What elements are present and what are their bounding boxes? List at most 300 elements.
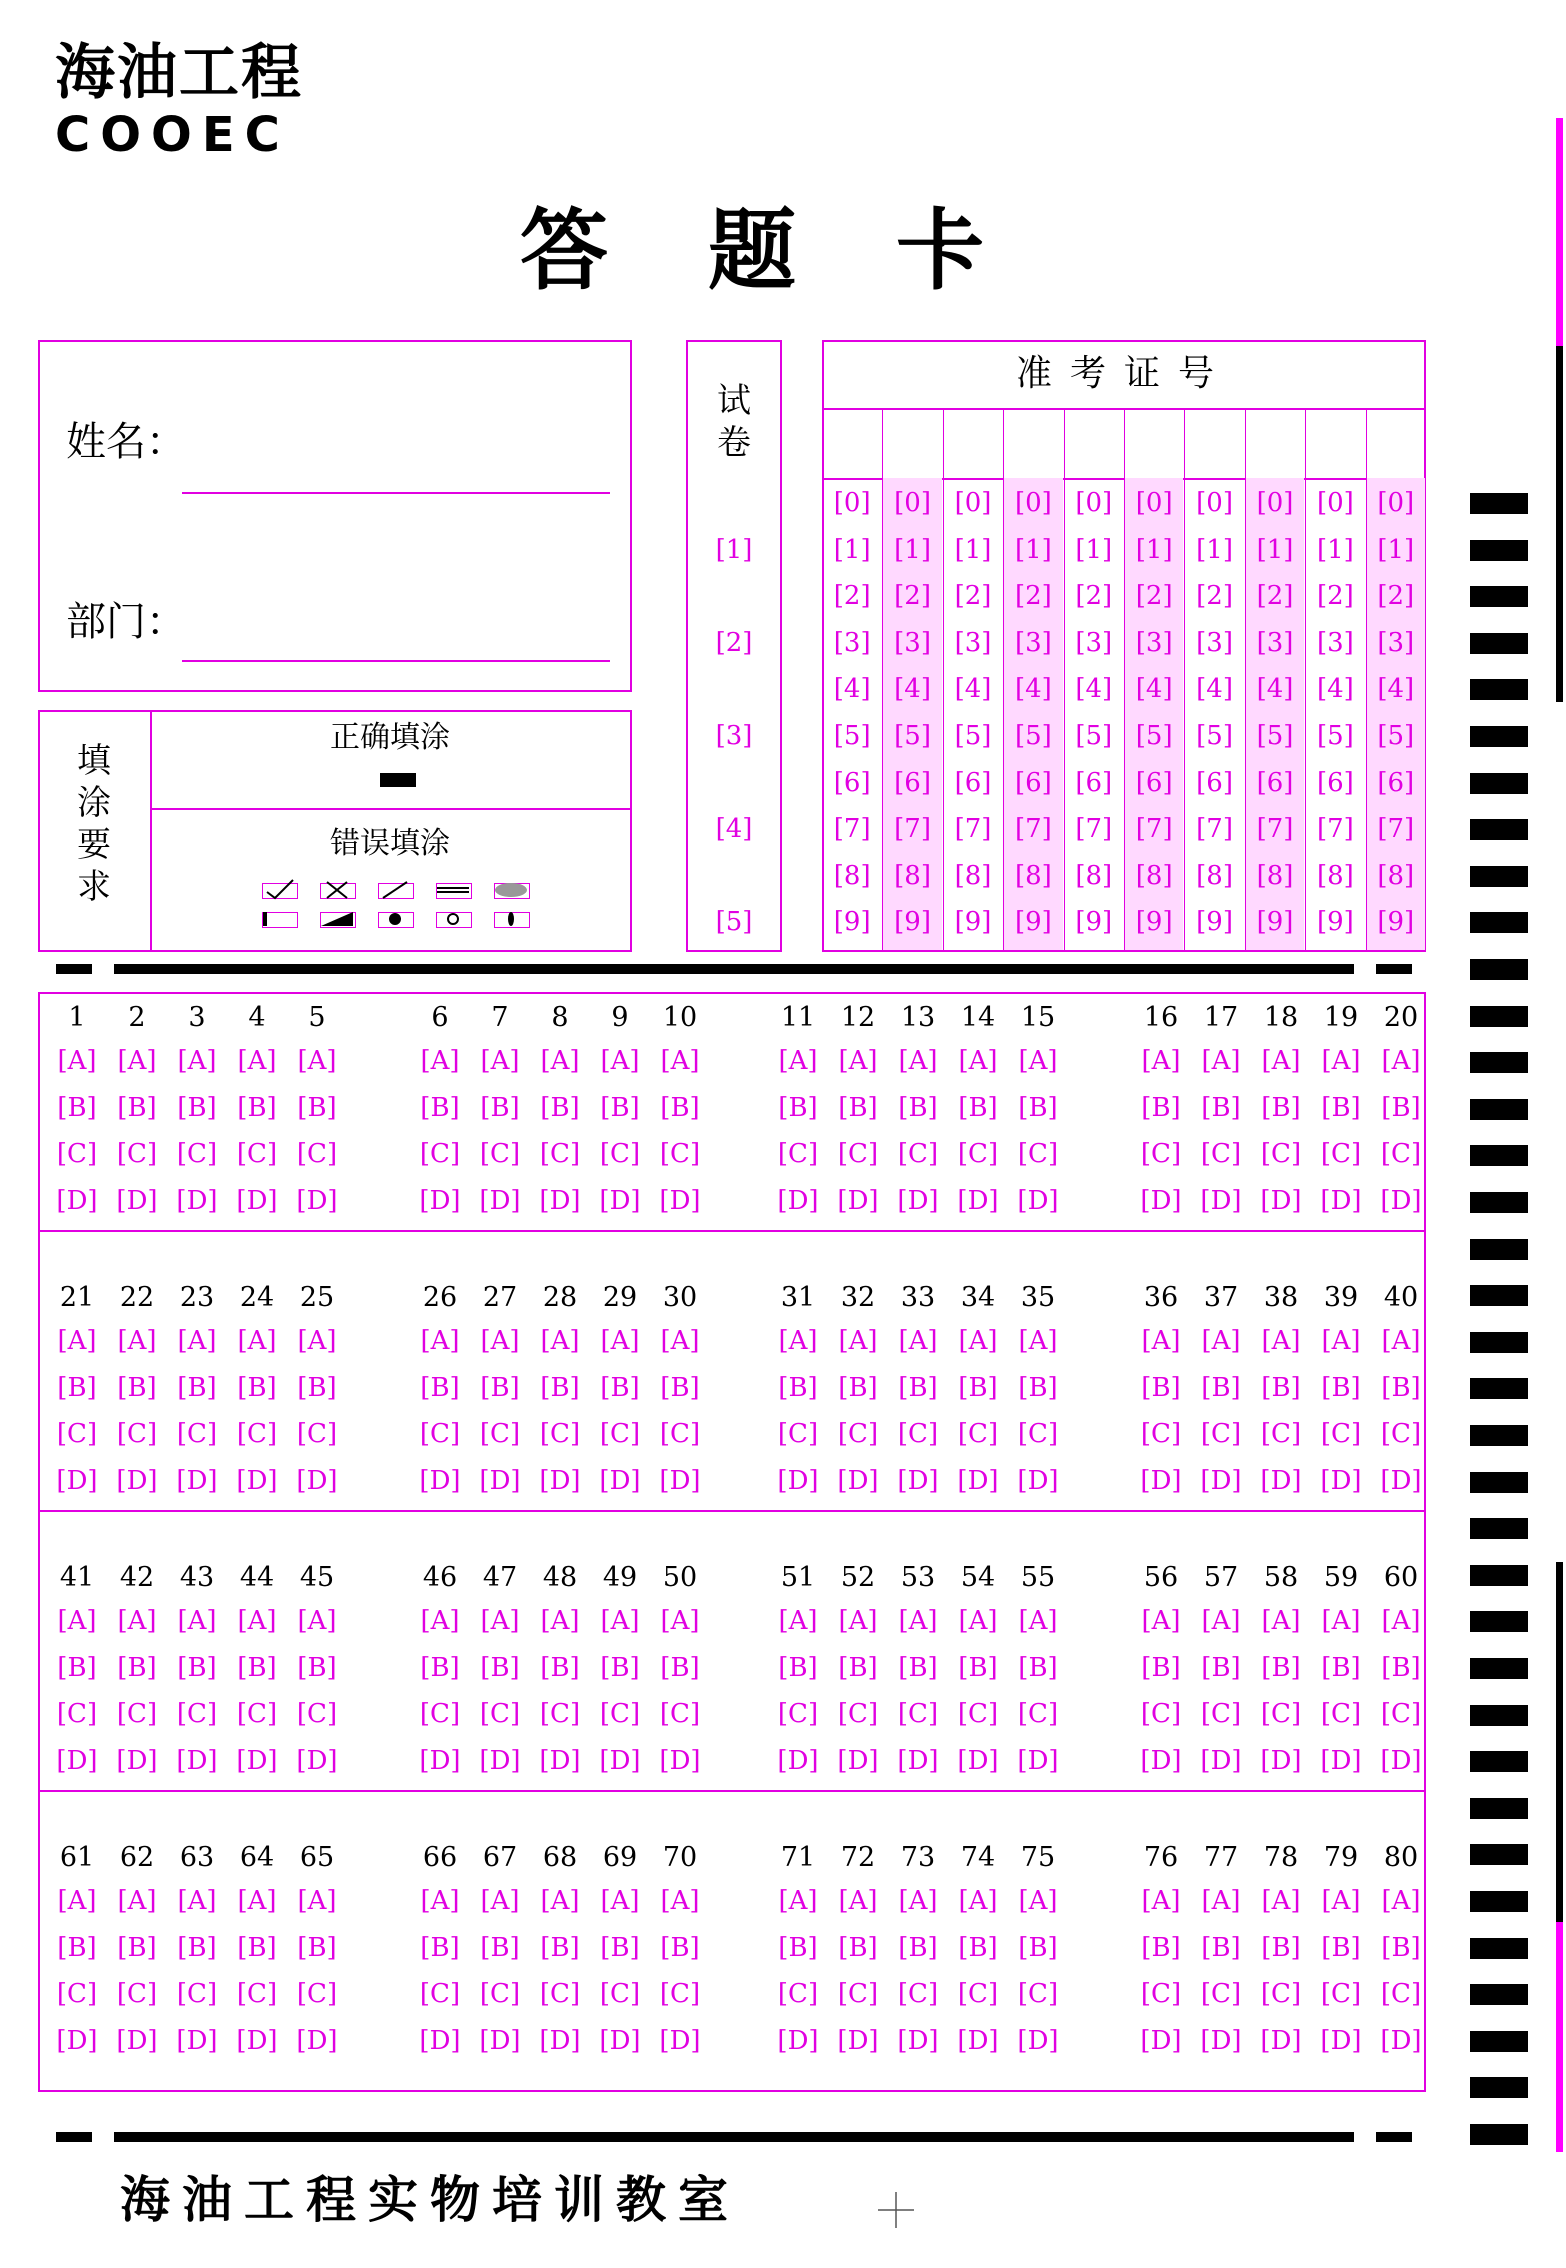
answer-bubble[interactable]: [C] <box>56 1979 98 2010</box>
exam-digit-bubble[interactable]: [7] <box>1075 814 1113 845</box>
answer-bubble[interactable]: [D] <box>56 1745 98 1776</box>
answer-bubble[interactable]: [D] <box>176 1185 218 1216</box>
answer-bubble[interactable]: [D] <box>296 1745 338 1776</box>
exam-digit-bubble[interactable]: [4] <box>894 674 931 705</box>
exam-digit-bubble[interactable]: [2] <box>833 581 871 612</box>
answer-bubble[interactable]: [A] <box>898 1886 938 1916</box>
answer-bubble[interactable]: [C] <box>176 1139 218 1170</box>
paper-option-bubble[interactable]: [2] <box>715 628 753 658</box>
answer-bubble[interactable]: [D] <box>479 1185 521 1216</box>
exam-digit-bubble[interactable]: [4] <box>1316 674 1354 705</box>
answer-bubble[interactable]: [A] <box>1381 1046 1421 1076</box>
answer-bubble[interactable]: [C] <box>1200 1419 1242 1450</box>
exam-digit-bubble[interactable]: [7] <box>1014 814 1052 845</box>
answer-bubble[interactable]: [B] <box>57 1932 97 1963</box>
exam-digit-bubble[interactable]: [4] <box>1256 674 1294 705</box>
answer-bubble[interactable]: [D] <box>659 2025 701 2056</box>
answer-bubble[interactable]: [A] <box>1141 1606 1181 1636</box>
answer-bubble[interactable]: [D] <box>176 1745 218 1776</box>
exam-digit-bubble[interactable]: [8] <box>1256 860 1294 891</box>
answer-bubble[interactable]: [A] <box>237 1606 277 1636</box>
answer-bubble[interactable]: [C] <box>236 1419 278 1450</box>
answer-bubble[interactable]: [B] <box>1018 1652 1058 1683</box>
answer-bubble[interactable]: [D] <box>1260 2025 1302 2056</box>
answer-bubble[interactable]: [D] <box>236 1745 278 1776</box>
answer-bubble[interactable]: [A] <box>1201 1326 1241 1356</box>
answer-bubble[interactable]: [D] <box>56 2025 98 2056</box>
exam-digit-bubble[interactable]: [7] <box>1316 814 1354 845</box>
exam-digit-bubble[interactable]: [5] <box>1014 721 1052 751</box>
answer-bubble[interactable]: [B] <box>600 1932 640 1963</box>
exam-digit-bubble[interactable]: [8] <box>954 860 992 891</box>
answer-bubble[interactable]: [A] <box>57 1606 97 1636</box>
answer-bubble[interactable]: [C] <box>1017 1419 1059 1450</box>
exam-digit-bubble[interactable]: [7] <box>1135 814 1173 845</box>
answer-bubble[interactable]: [B] <box>1321 1372 1361 1403</box>
exam-digit-bubble[interactable]: [8] <box>1377 860 1415 891</box>
exam-digit-bubble[interactable]: [2] <box>894 581 931 612</box>
answer-bubble[interactable]: [C] <box>957 1979 999 2010</box>
answer-bubble[interactable]: [D] <box>1200 1465 1242 1496</box>
answer-bubble[interactable]: [A] <box>237 1326 277 1356</box>
answer-bubble[interactable]: [B] <box>1381 1652 1421 1683</box>
exam-digit-bubble[interactable]: [2] <box>954 581 992 612</box>
answer-bubble[interactable]: [B] <box>297 1932 337 1963</box>
answer-bubble[interactable]: [B] <box>1141 1652 1181 1683</box>
answer-bubble[interactable]: [A] <box>838 1606 878 1636</box>
answer-bubble[interactable]: [D] <box>419 1745 461 1776</box>
answer-bubble[interactable]: [B] <box>898 1652 938 1683</box>
answer-bubble[interactable]: [A] <box>177 1046 217 1076</box>
exam-digit-bubble[interactable]: [6] <box>954 767 992 798</box>
answer-bubble[interactable]: [A] <box>1018 1886 1058 1916</box>
answer-bubble[interactable]: [D] <box>1320 1465 1362 1496</box>
answer-bubble[interactable]: [A] <box>1261 1886 1301 1916</box>
answer-bubble[interactable]: [D] <box>897 1465 939 1496</box>
answer-bubble[interactable]: [D] <box>1260 1465 1302 1496</box>
answer-bubble[interactable]: [A] <box>1381 1326 1421 1356</box>
exam-digit-bubble[interactable]: [7] <box>1377 814 1415 845</box>
answer-bubble[interactable]: [D] <box>957 2025 999 2056</box>
exam-digit-bubble[interactable]: [4] <box>1377 674 1415 705</box>
answer-bubble[interactable]: [D] <box>659 1745 701 1776</box>
answer-bubble[interactable]: [D] <box>777 2025 819 2056</box>
answer-bubble[interactable]: [C] <box>1380 1979 1422 2010</box>
answer-bubble[interactable]: [D] <box>777 1745 819 1776</box>
exam-digit-bubble[interactable]: [8] <box>833 860 871 891</box>
answer-bubble[interactable]: [A] <box>1141 1886 1181 1916</box>
answer-bubble[interactable]: [A] <box>1018 1046 1058 1076</box>
answer-bubble[interactable]: [D] <box>1320 1185 1362 1216</box>
answer-bubble[interactable]: [A] <box>420 1606 460 1636</box>
exam-digit-bubble[interactable]: [1] <box>1196 534 1233 565</box>
answer-bubble[interactable]: [C] <box>1200 1699 1242 1730</box>
answer-bubble[interactable]: [D] <box>599 1185 641 1216</box>
answer-bubble[interactable]: [B] <box>778 1092 818 1123</box>
answer-bubble[interactable]: [D] <box>777 1465 819 1496</box>
answer-bubble[interactable]: [C] <box>1320 1979 1362 2010</box>
answer-bubble[interactable]: [C] <box>176 1419 218 1450</box>
exam-digit-bubble[interactable]: [5] <box>1316 721 1354 751</box>
answer-bubble[interactable]: [C] <box>837 1699 879 1730</box>
answer-bubble[interactable]: [A] <box>1201 1606 1241 1636</box>
answer-bubble[interactable]: [A] <box>958 1046 998 1076</box>
answer-bubble[interactable]: [D] <box>1017 1185 1059 1216</box>
exam-digit-bubble[interactable]: [0] <box>1014 488 1052 518</box>
exam-digit-bubble[interactable]: [9] <box>1196 907 1233 938</box>
answer-bubble[interactable]: [B] <box>1261 1092 1301 1123</box>
exam-digit-bubble[interactable]: [9] <box>1075 907 1113 938</box>
answer-bubble[interactable]: [C] <box>116 1979 158 2010</box>
answer-bubble[interactable]: [C] <box>777 1139 819 1170</box>
answer-bubble[interactable]: [A] <box>778 1046 818 1076</box>
answer-bubble[interactable]: [A] <box>1261 1606 1301 1636</box>
answer-bubble[interactable]: [A] <box>600 1326 640 1356</box>
exam-digit-bubble[interactable]: [0] <box>1196 488 1233 518</box>
exam-digit-bubble[interactable]: [3] <box>1135 627 1173 658</box>
exam-digit-bubble[interactable]: [2] <box>1316 581 1354 612</box>
answer-bubble[interactable]: [B] <box>1201 1092 1241 1123</box>
answer-bubble[interactable]: [B] <box>1381 1932 1421 1963</box>
answer-bubble[interactable]: [A] <box>898 1326 938 1356</box>
answer-bubble[interactable]: [C] <box>479 1699 521 1730</box>
exam-digit-bubble[interactable]: [0] <box>1075 488 1113 518</box>
answer-bubble[interactable]: [B] <box>177 1932 217 1963</box>
exam-digit-bubble[interactable]: [0] <box>1135 488 1173 518</box>
answer-bubble[interactable]: [D] <box>1200 2025 1242 2056</box>
answer-bubble[interactable]: [D] <box>659 1465 701 1496</box>
answer-bubble[interactable]: [B] <box>958 1092 998 1123</box>
answer-bubble[interactable]: [D] <box>837 2025 879 2056</box>
answer-bubble[interactable]: [B] <box>540 1372 580 1403</box>
exam-digit-bubble[interactable]: [5] <box>1196 721 1233 751</box>
answer-bubble[interactable]: [B] <box>480 1652 520 1683</box>
exam-digit-bubble[interactable]: [9] <box>954 907 992 938</box>
answer-bubble[interactable]: [B] <box>420 1652 460 1683</box>
exam-digit-bubble[interactable]: [2] <box>1377 581 1415 612</box>
answer-bubble[interactable]: [B] <box>778 1652 818 1683</box>
exam-digit-bubble[interactable]: [6] <box>1014 767 1052 798</box>
answer-bubble[interactable]: [C] <box>599 1699 641 1730</box>
exam-digit-bubble[interactable]: [6] <box>894 767 931 798</box>
answer-bubble[interactable]: [B] <box>1201 1372 1241 1403</box>
exam-digit-bubble[interactable]: [6] <box>1256 767 1294 798</box>
answer-bubble[interactable]: [D] <box>236 2025 278 2056</box>
answer-bubble[interactable]: [A] <box>540 1606 580 1636</box>
answer-bubble[interactable]: [B] <box>237 1372 277 1403</box>
answer-bubble[interactable]: [A] <box>958 1326 998 1356</box>
exam-digit-bubble[interactable]: [1] <box>1377 534 1415 565</box>
answer-bubble[interactable]: [A] <box>1018 1326 1058 1356</box>
exam-digit-bubble[interactable]: [6] <box>1075 767 1113 798</box>
exam-digit-bubble[interactable]: [9] <box>1377 907 1415 938</box>
exam-digit-bubble[interactable]: [8] <box>1135 860 1173 891</box>
answer-bubble[interactable]: [A] <box>838 1886 878 1916</box>
answer-bubble[interactable]: [B] <box>958 1372 998 1403</box>
exam-digit-bubble[interactable]: [0] <box>1377 488 1415 518</box>
answer-bubble[interactable]: [C] <box>1320 1699 1362 1730</box>
answer-bubble[interactable]: [D] <box>236 1465 278 1496</box>
exam-digit-bubble[interactable]: [2] <box>1075 581 1113 612</box>
exam-digit-bubble[interactable]: [7] <box>894 814 931 845</box>
exam-digit-bubble[interactable]: [2] <box>1135 581 1173 612</box>
answer-bubble[interactable]: [C] <box>296 1139 338 1170</box>
answer-bubble[interactable]: [C] <box>957 1139 999 1170</box>
answer-bubble[interactable]: [D] <box>1200 1745 1242 1776</box>
answer-bubble[interactable]: [A] <box>660 1606 700 1636</box>
answer-bubble[interactable]: [B] <box>660 1372 700 1403</box>
answer-bubble[interactable]: [C] <box>419 1419 461 1450</box>
answer-bubble[interactable]: [D] <box>116 1185 158 1216</box>
answer-bubble[interactable]: [A] <box>660 1886 700 1916</box>
exam-digit-bubble[interactable]: [1] <box>1075 534 1113 565</box>
answer-bubble[interactable]: [D] <box>599 2025 641 2056</box>
answer-bubble[interactable]: [D] <box>837 1465 879 1496</box>
answer-bubble[interactable]: [B] <box>660 1652 700 1683</box>
paper-option-bubble[interactable]: [1] <box>715 535 753 565</box>
answer-bubble[interactable]: [D] <box>897 1745 939 1776</box>
answer-bubble[interactable]: [A] <box>1381 1886 1421 1916</box>
answer-bubble[interactable]: [C] <box>539 1139 581 1170</box>
exam-digit-bubble[interactable]: [7] <box>1256 814 1294 845</box>
exam-digit-bubble[interactable]: [5] <box>1256 721 1294 751</box>
exam-digit-bubble[interactable]: [0] <box>833 488 871 518</box>
answer-bubble[interactable]: [B] <box>117 1932 157 1963</box>
exam-digit-bubble[interactable]: [1] <box>833 534 871 565</box>
answer-bubble[interactable]: [C] <box>659 1139 701 1170</box>
answer-bubble[interactable]: [B] <box>480 1932 520 1963</box>
answer-bubble[interactable]: [D] <box>897 1185 939 1216</box>
answer-bubble[interactable]: [D] <box>897 2025 939 2056</box>
answer-bubble[interactable]: [C] <box>1140 1139 1182 1170</box>
answer-bubble[interactable]: [D] <box>116 1745 158 1776</box>
answer-bubble[interactable]: [B] <box>898 1372 938 1403</box>
answer-bubble[interactable]: [A] <box>117 1886 157 1916</box>
answer-bubble[interactable]: [B] <box>297 1652 337 1683</box>
answer-bubble[interactable]: [B] <box>117 1372 157 1403</box>
exam-digit-bubble[interactable]: [1] <box>894 534 931 565</box>
paper-option-bubble[interactable]: [5] <box>715 907 753 937</box>
answer-bubble[interactable]: [A] <box>660 1046 700 1076</box>
answer-bubble[interactable]: [C] <box>56 1699 98 1730</box>
answer-bubble[interactable]: [B] <box>838 1652 878 1683</box>
answer-bubble[interactable]: [C] <box>116 1419 158 1450</box>
answer-bubble[interactable]: [C] <box>1260 1979 1302 2010</box>
answer-bubble[interactable]: [A] <box>1141 1046 1181 1076</box>
answer-bubble[interactable]: [D] <box>1380 1745 1422 1776</box>
answer-bubble[interactable]: [A] <box>480 1606 520 1636</box>
exam-digit-bubble[interactable]: [8] <box>1196 860 1233 891</box>
answer-bubble[interactable]: [D] <box>1260 1745 1302 1776</box>
exam-digit-bubble[interactable]: [5] <box>1075 721 1113 751</box>
answer-bubble[interactable]: [B] <box>237 1092 277 1123</box>
answer-bubble[interactable]: [B] <box>1261 1652 1301 1683</box>
answer-bubble[interactable]: [B] <box>117 1652 157 1683</box>
answer-bubble[interactable]: [B] <box>1321 1932 1361 1963</box>
answer-bubble[interactable]: [B] <box>898 1092 938 1123</box>
answer-bubble[interactable]: [D] <box>539 1465 581 1496</box>
answer-bubble[interactable]: [D] <box>1380 2025 1422 2056</box>
answer-bubble[interactable]: [D] <box>837 1185 879 1216</box>
answer-bubble[interactable]: [B] <box>57 1652 97 1683</box>
answer-bubble[interactable]: [C] <box>1320 1139 1362 1170</box>
name-field[interactable] <box>182 492 610 494</box>
answer-bubble[interactable]: [D] <box>1140 1465 1182 1496</box>
answer-bubble[interactable]: [D] <box>56 1185 98 1216</box>
answer-bubble[interactable]: [A] <box>117 1326 157 1356</box>
answer-bubble[interactable]: [C] <box>659 1699 701 1730</box>
exam-digit-bubble[interactable]: [0] <box>894 488 931 518</box>
paper-option-bubble[interactable]: [4] <box>715 814 753 844</box>
answer-bubble[interactable]: [B] <box>1141 1372 1181 1403</box>
exam-digit-bubble[interactable]: [0] <box>1256 488 1294 518</box>
answer-bubble[interactable]: [A] <box>177 1886 217 1916</box>
answer-bubble[interactable]: [B] <box>117 1092 157 1123</box>
answer-bubble[interactable]: [C] <box>56 1419 98 1450</box>
exam-digit-bubble[interactable]: [6] <box>1316 767 1354 798</box>
answer-bubble[interactable]: [A] <box>958 1886 998 1916</box>
exam-digit-bubble[interactable]: [3] <box>833 627 871 658</box>
answer-bubble[interactable]: [D] <box>419 1185 461 1216</box>
exam-digit-bubble[interactable]: [9] <box>894 907 931 938</box>
answer-bubble[interactable]: [A] <box>237 1046 277 1076</box>
answer-bubble[interactable]: [B] <box>297 1092 337 1123</box>
answer-bubble[interactable]: [B] <box>1018 1092 1058 1123</box>
answer-bubble[interactable]: [B] <box>660 1092 700 1123</box>
answer-bubble[interactable]: [C] <box>1200 1979 1242 2010</box>
answer-bubble[interactable]: [B] <box>540 1932 580 1963</box>
answer-bubble[interactable]: [A] <box>117 1606 157 1636</box>
answer-bubble[interactable]: [D] <box>957 1745 999 1776</box>
exam-digit-bubble[interactable]: [2] <box>1014 581 1052 612</box>
exam-digit-bubble[interactable]: [4] <box>1075 674 1113 705</box>
answer-bubble[interactable]: [D] <box>419 1465 461 1496</box>
answer-bubble[interactable]: [B] <box>838 1372 878 1403</box>
answer-bubble[interactable]: [B] <box>600 1092 640 1123</box>
exam-digit-bubble[interactable]: [1] <box>1316 534 1354 565</box>
answer-bubble[interactable]: [D] <box>539 1185 581 1216</box>
answer-bubble[interactable]: [C] <box>777 1699 819 1730</box>
answer-bubble[interactable]: [B] <box>600 1652 640 1683</box>
answer-bubble[interactable]: [A] <box>540 1046 580 1076</box>
answer-bubble[interactable]: [C] <box>599 1139 641 1170</box>
answer-bubble[interactable]: [D] <box>1140 1745 1182 1776</box>
answer-bubble[interactable]: [B] <box>1321 1652 1361 1683</box>
answer-bubble[interactable]: [C] <box>56 1139 98 1170</box>
exam-digit-bubble[interactable]: [2] <box>1256 581 1294 612</box>
exam-digit-bubble[interactable]: [4] <box>954 674 992 705</box>
answer-bubble[interactable]: [C] <box>236 1139 278 1170</box>
answer-bubble[interactable]: [A] <box>177 1326 217 1356</box>
answer-bubble[interactable]: [D] <box>1320 1745 1362 1776</box>
answer-bubble[interactable]: [D] <box>176 1465 218 1496</box>
answer-bubble[interactable]: [A] <box>778 1886 818 1916</box>
answer-bubble[interactable]: [B] <box>540 1652 580 1683</box>
answer-bubble[interactable]: [C] <box>1017 1139 1059 1170</box>
answer-bubble[interactable]: [C] <box>777 1419 819 1450</box>
answer-bubble[interactable]: [D] <box>1380 1465 1422 1496</box>
answer-bubble[interactable]: [C] <box>957 1699 999 1730</box>
answer-bubble[interactable]: [B] <box>177 1372 217 1403</box>
answer-bubble[interactable]: [A] <box>57 1886 97 1916</box>
answer-bubble[interactable]: [C] <box>296 1979 338 2010</box>
exam-digit-bubble[interactable]: [3] <box>1014 627 1052 658</box>
exam-digit-bubble[interactable]: [7] <box>833 814 871 845</box>
exam-digit-bubble[interactable]: [3] <box>1377 627 1415 658</box>
answer-bubble[interactable]: [B] <box>480 1092 520 1123</box>
paper-option-bubble[interactable]: [3] <box>715 721 753 751</box>
exam-digit-bubble[interactable]: [5] <box>1135 721 1173 751</box>
answer-bubble[interactable]: [D] <box>116 1465 158 1496</box>
answer-bubble[interactable]: [A] <box>1141 1326 1181 1356</box>
answer-bubble[interactable]: [A] <box>1201 1886 1241 1916</box>
answer-bubble[interactable]: [C] <box>1260 1699 1302 1730</box>
answer-bubble[interactable]: [C] <box>419 1979 461 2010</box>
answer-bubble[interactable]: [A] <box>480 1046 520 1076</box>
answer-bubble[interactable]: [A] <box>57 1326 97 1356</box>
answer-bubble[interactable]: [B] <box>1381 1092 1421 1123</box>
answer-bubble[interactable]: [B] <box>1261 1372 1301 1403</box>
answer-bubble[interactable]: [B] <box>898 1932 938 1963</box>
answer-bubble[interactable]: [A] <box>898 1606 938 1636</box>
answer-bubble[interactable]: [A] <box>297 1046 337 1076</box>
answer-bubble[interactable]: [B] <box>1141 1932 1181 1963</box>
answer-bubble[interactable]: [A] <box>540 1886 580 1916</box>
answer-bubble[interactable]: [A] <box>297 1606 337 1636</box>
exam-digit-bubble[interactable]: [6] <box>1377 767 1415 798</box>
exam-digit-bubble[interactable]: [5] <box>833 721 871 751</box>
answer-bubble[interactable]: [C] <box>1380 1139 1422 1170</box>
answer-bubble[interactable]: [C] <box>1380 1419 1422 1450</box>
answer-bubble[interactable]: [D] <box>296 2025 338 2056</box>
answer-bubble[interactable]: [C] <box>1140 1419 1182 1450</box>
answer-bubble[interactable]: [B] <box>1261 1932 1301 1963</box>
answer-bubble[interactable]: [A] <box>1261 1046 1301 1076</box>
exam-digit-bubble[interactable]: [6] <box>1135 767 1173 798</box>
exam-digit-bubble[interactable]: [4] <box>1135 674 1173 705</box>
exam-digit-bubble[interactable]: [8] <box>894 860 931 891</box>
answer-bubble[interactable]: [D] <box>1260 1185 1302 1216</box>
answer-bubble[interactable]: [C] <box>1260 1139 1302 1170</box>
answer-bubble[interactable]: [A] <box>420 1046 460 1076</box>
answer-bubble[interactable]: [D] <box>1017 1465 1059 1496</box>
answer-bubble[interactable]: [B] <box>778 1932 818 1963</box>
answer-bubble[interactable]: [C] <box>659 1979 701 2010</box>
answer-bubble[interactable]: [C] <box>176 1979 218 2010</box>
exam-digit-bubble[interactable]: [1] <box>1256 534 1294 565</box>
exam-digit-bubble[interactable]: [3] <box>1075 627 1113 658</box>
answer-bubble[interactable]: [D] <box>1200 1185 1242 1216</box>
answer-bubble[interactable]: [B] <box>177 1652 217 1683</box>
answer-bubble[interactable]: [B] <box>600 1372 640 1403</box>
answer-bubble[interactable]: [C] <box>837 1419 879 1450</box>
exam-digit-bubble[interactable]: [9] <box>1014 907 1052 938</box>
answer-bubble[interactable]: [D] <box>957 1185 999 1216</box>
answer-bubble[interactable]: [A] <box>237 1886 277 1916</box>
answer-bubble[interactable]: [C] <box>1380 1699 1422 1730</box>
answer-bubble[interactable]: [D] <box>1140 2025 1182 2056</box>
answer-bubble[interactable]: [A] <box>660 1326 700 1356</box>
answer-bubble[interactable]: [A] <box>778 1606 818 1636</box>
exam-digit-bubble[interactable]: [1] <box>1135 534 1173 565</box>
answer-bubble[interactable]: [B] <box>297 1372 337 1403</box>
exam-digit-bubble[interactable]: [5] <box>1377 721 1415 751</box>
exam-digit-bubble[interactable]: [8] <box>1014 860 1052 891</box>
answer-bubble[interactable]: [A] <box>778 1326 818 1356</box>
exam-digit-bubble[interactable]: [3] <box>954 627 992 658</box>
answer-bubble[interactable]: [D] <box>1320 2025 1362 2056</box>
answer-bubble[interactable]: [C] <box>419 1699 461 1730</box>
